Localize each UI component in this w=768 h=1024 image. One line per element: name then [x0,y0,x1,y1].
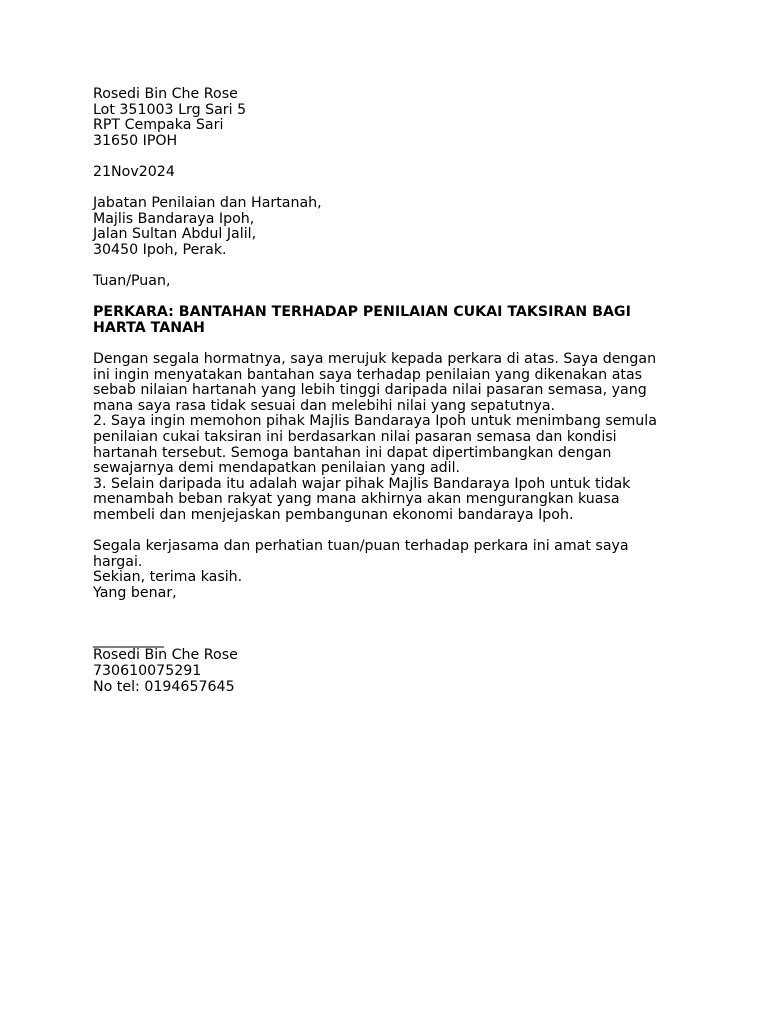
subject-line: PERKARA: BANTAHAN TERHADAP PENILAIAN CUKAI TAKSIRAN BAGI [93,304,631,321]
sender-name: Rosedi Bin Che Rose [93,86,238,102]
sender-address-line: 31650 IPOH [93,132,178,149]
body-line: penilaian cukai taksiran ini berdasarkan nilai pasaran semasa dan kondisi [93,429,617,446]
spacer [93,259,673,275]
spacer [93,290,673,306]
body-line: sewajarnya demi mendapatkan penilaian yang adil. [93,460,461,477]
signatory-name: Rosedi Bin Che Rose [93,647,238,664]
recipient-line: 30450 Ipoh, Perak. [93,241,227,258]
signature-line: __________ [93,631,164,648]
closing-line: Segala kerjasama dan perhatian tuan/puan terhadap perkara ini amat saya [93,538,629,555]
recipient-line: Majlis Bandaraya Ipoh, [93,210,255,227]
closing-line: Yang benar, [93,585,177,601]
spacer [93,602,673,633]
body-line: 3. Selain daripada itu adalah wajar pihak Majlis Bandaraya Ipoh untuk tidak [93,475,631,492]
body-paragraphs [93,352,673,524]
body-line: 2. Saya ingin memohon pihak Majlis Bandaraya Ipoh untuk menimbang semula [93,413,657,430]
signatory-phone: No tel: 0194657645 [93,678,235,695]
salutation: Tuan/Puan, [93,273,171,290]
spacer [93,181,673,197]
body-line: ini ingin menyatakan bantahan saya terhadap penilaian yang dikenakan atas [93,366,643,383]
sender-address-line: Lot 351003 Lrg Sari 5 [93,101,247,118]
body-line: hartanah tersebut. Semoga bantahan ini dapat dipertimbangkan dengan [93,444,612,461]
subject-line: HARTA TANAH [93,319,205,336]
body-line: sebab nilaian hartanah yang lebih tinggi daripada nilai pasaran semasa, yang [93,382,647,399]
closing-block [93,539,673,601]
recipient-line: Jabatan Penilaian dan Hartanah, [93,195,322,212]
closing-line: Sekian, terima kasih. [93,569,243,586]
spacer [93,337,673,353]
sender-address-line: RPT Cempaka Sari [93,117,224,134]
spacer [93,524,673,540]
body-line: membeli dan menjejaskan pembangunan ekonomi bandaraya Ipoh. [93,507,574,524]
recipient-block [93,196,673,258]
body-line: mana saya rasa tidak sesuai dan melebihi nilai yang sepatutnya. [93,397,556,414]
letter-document [93,87,673,695]
subject-heading [93,305,673,336]
closing-line: hargai. [93,553,143,570]
signatory-id-number: 730610075291 [93,662,202,679]
body-line: menambah beban rakyat yang mana akhirnya akan mengurangkan kuasa [93,491,620,508]
body-line: Dengan segala hormatnya, saya merujuk kepada perkara di atas. Saya dengan [93,351,657,368]
sender-block [93,87,673,149]
letter-date: 21Nov2024 [93,163,175,180]
spacer [93,149,673,165]
signature-block [93,633,673,695]
recipient-line: Jalan Sultan Abdul Jalil, [93,226,257,243]
